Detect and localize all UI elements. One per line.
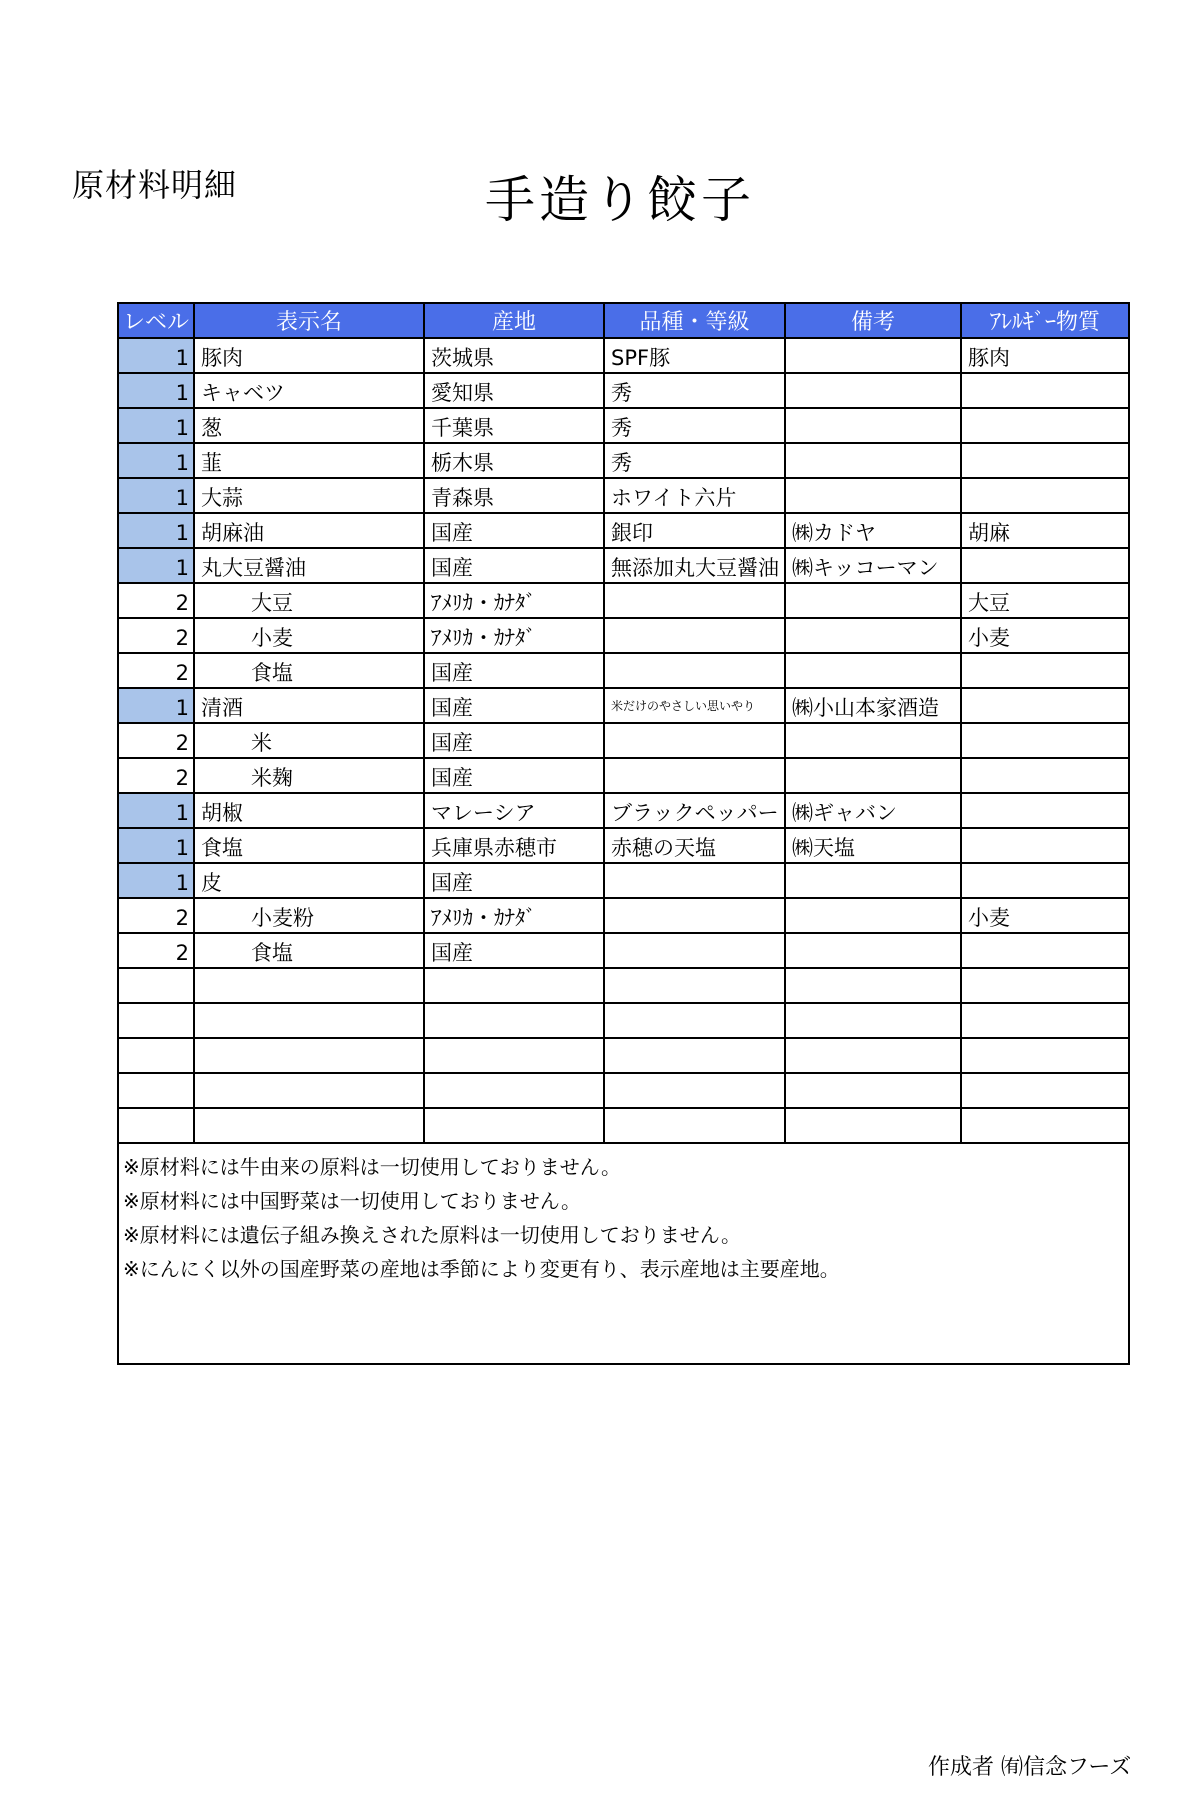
origin-cell: 青森県 — [424, 478, 604, 513]
grade-cell — [604, 653, 785, 688]
empty-cell — [118, 1108, 194, 1143]
grade-cell: 米だけのやさしい思いやり — [604, 688, 785, 723]
level-cell: 1 — [118, 478, 194, 513]
empty-cell — [961, 968, 1129, 1003]
remarks-cell — [785, 408, 961, 443]
remarks-cell — [785, 478, 961, 513]
empty-row — [118, 1108, 1129, 1143]
grade-cell: 赤穂の天塩 — [604, 828, 785, 863]
allergen-cell — [961, 688, 1129, 723]
remarks-cell: ㈱天塩 — [785, 828, 961, 863]
remarks-cell: ㈱小山本家酒造 — [785, 688, 961, 723]
allergen-cell: 豚肉 — [961, 338, 1129, 373]
grade-cell — [604, 723, 785, 758]
level-cell: 1 — [118, 828, 194, 863]
table-row — [118, 478, 1129, 513]
table-row — [118, 338, 1129, 373]
table-header-row — [118, 303, 1129, 338]
allergen-cell — [961, 373, 1129, 408]
allergen-cell: 胡麻 — [961, 513, 1129, 548]
grade-cell: 秀 — [604, 443, 785, 478]
name-cell: 豚肉 — [194, 338, 424, 373]
name-cell: 大豆 — [194, 583, 424, 618]
remarks-cell — [785, 338, 961, 373]
allergen-cell: 大豆 — [961, 583, 1129, 618]
empty-cell — [785, 968, 961, 1003]
grade-cell: 秀 — [604, 373, 785, 408]
level-cell: 1 — [118, 688, 194, 723]
table-row — [118, 933, 1129, 968]
origin-cell: 栃木県 — [424, 443, 604, 478]
empty-cell — [424, 1073, 604, 1108]
level-cell: 2 — [118, 758, 194, 793]
table-row — [118, 618, 1129, 653]
empty-cell — [961, 1108, 1129, 1143]
allergen-cell: 小麦 — [961, 898, 1129, 933]
author-credit: 作成者 ㈲信念フーズ — [928, 1755, 1132, 1780]
empty-cell — [961, 1073, 1129, 1108]
table-row — [118, 758, 1129, 793]
empty-cell — [118, 1073, 194, 1108]
remarks-cell: ㈱ギャバン — [785, 793, 961, 828]
notes-cell — [118, 1143, 1129, 1364]
note-line: ※原材料には牛由来の原料は一切使用しておりません。 — [123, 1155, 621, 1179]
origin-cell: 千葉県 — [424, 408, 604, 443]
origin-cell: 国産 — [424, 688, 604, 723]
origin-cell: ｱﾒﾘｶ・ｶﾅﾀﾞ — [424, 583, 604, 618]
column-header-remarks: 備考 — [785, 303, 961, 338]
origin-cell: 愛知県 — [424, 373, 604, 408]
empty-cell — [785, 1108, 961, 1143]
name-cell: 清酒 — [194, 688, 424, 723]
origin-cell: 国産 — [424, 758, 604, 793]
grade-cell: ホワイト六片 — [604, 478, 785, 513]
empty-cell — [604, 1038, 785, 1073]
origin-cell: 茨城県 — [424, 338, 604, 373]
empty-cell — [118, 1003, 194, 1038]
grade-cell — [604, 583, 785, 618]
empty-cell — [604, 1003, 785, 1038]
name-cell: 小麦 — [194, 618, 424, 653]
remarks-cell — [785, 618, 961, 653]
allergen-cell — [961, 443, 1129, 478]
empty-cell — [604, 1108, 785, 1143]
table-row — [118, 688, 1129, 723]
name-cell: 大蒜 — [194, 478, 424, 513]
remarks-cell — [785, 373, 961, 408]
table-row — [118, 443, 1129, 478]
table-row — [118, 898, 1129, 933]
name-cell: 葱 — [194, 408, 424, 443]
grade-cell: SPF豚 — [604, 338, 785, 373]
remarks-cell — [785, 758, 961, 793]
level-cell: 1 — [118, 338, 194, 373]
empty-row — [118, 1038, 1129, 1073]
grade-cell: ブラックペッパー — [604, 793, 785, 828]
document-label: 原材料明細 — [72, 166, 238, 204]
name-cell: 皮 — [194, 863, 424, 898]
grade-cell — [604, 863, 785, 898]
allergen-cell — [961, 828, 1129, 863]
empty-cell — [961, 1038, 1129, 1073]
empty-cell — [424, 1003, 604, 1038]
level-cell: 1 — [118, 793, 194, 828]
name-cell: 食塩 — [194, 828, 424, 863]
column-header-grade: 品種・等級 — [604, 303, 785, 338]
note-line: ※原材料には中国野菜は一切使用しておりません。 — [123, 1189, 581, 1213]
empty-cell — [424, 1038, 604, 1073]
origin-cell: 国産 — [424, 548, 604, 583]
level-cell: 2 — [118, 723, 194, 758]
empty-cell — [424, 968, 604, 1003]
allergen-cell — [961, 863, 1129, 898]
note-line: ※原材料には遺伝子組み換えされた原料は一切使用しておりません。 — [123, 1223, 741, 1247]
origin-cell: ｱﾒﾘｶ・ｶﾅﾀﾞ — [424, 898, 604, 933]
grade-cell — [604, 758, 785, 793]
name-cell: 小麦粉 — [194, 898, 424, 933]
empty-cell — [194, 1073, 424, 1108]
column-header-allergen: ｱﾚﾙｷﾞｰ物質 — [961, 303, 1129, 338]
table-row — [118, 373, 1129, 408]
remarks-cell: ㈱キッコーマン — [785, 548, 961, 583]
origin-cell: 国産 — [424, 863, 604, 898]
allergen-cell — [961, 653, 1129, 688]
empty-row — [118, 1003, 1129, 1038]
origin-cell: 国産 — [424, 653, 604, 688]
origin-cell: 国産 — [424, 933, 604, 968]
table-body — [118, 338, 1129, 1143]
remarks-cell: ㈱カドヤ — [785, 513, 961, 548]
level-cell: 2 — [118, 933, 194, 968]
origin-cell: 兵庫県赤穂市 — [424, 828, 604, 863]
name-cell: 胡麻油 — [194, 513, 424, 548]
empty-cell — [604, 1073, 785, 1108]
remarks-cell — [785, 443, 961, 478]
empty-cell — [118, 1038, 194, 1073]
name-cell: 米 — [194, 723, 424, 758]
level-cell: 2 — [118, 898, 194, 933]
table-row — [118, 653, 1129, 688]
document-title: 手造り餃子 — [485, 171, 755, 229]
allergen-cell — [961, 548, 1129, 583]
empty-cell — [785, 1073, 961, 1108]
name-cell: 食塩 — [194, 653, 424, 688]
allergen-cell — [961, 723, 1129, 758]
empty-cell — [194, 968, 424, 1003]
grade-cell — [604, 933, 785, 968]
empty-cell — [194, 1003, 424, 1038]
grade-cell: 無添加丸大豆醤油 — [604, 548, 785, 583]
allergen-cell — [961, 793, 1129, 828]
remarks-cell — [785, 723, 961, 758]
origin-cell: ｱﾒﾘｶ・ｶﾅﾀﾞ — [424, 618, 604, 653]
empty-cell — [118, 968, 194, 1003]
empty-cell — [424, 1108, 604, 1143]
name-cell: 米麹 — [194, 758, 424, 793]
allergen-cell — [961, 478, 1129, 513]
level-cell: 1 — [118, 513, 194, 548]
level-cell: 2 — [118, 618, 194, 653]
empty-cell — [785, 1038, 961, 1073]
grade-cell: 秀 — [604, 408, 785, 443]
remarks-cell — [785, 863, 961, 898]
level-cell: 1 — [118, 548, 194, 583]
name-cell: 韮 — [194, 443, 424, 478]
column-header-origin: 産地 — [424, 303, 604, 338]
table-row — [118, 513, 1129, 548]
empty-cell — [194, 1108, 424, 1143]
level-cell: 1 — [118, 373, 194, 408]
grade-cell: 銀印 — [604, 513, 785, 548]
remarks-cell — [785, 653, 961, 688]
allergen-cell — [961, 758, 1129, 793]
table-row — [118, 548, 1129, 583]
level-cell: 2 — [118, 583, 194, 618]
empty-cell — [961, 1003, 1129, 1038]
empty-row — [118, 1073, 1129, 1108]
table-row — [118, 863, 1129, 898]
grade-cell — [604, 618, 785, 653]
table-row — [118, 583, 1129, 618]
table-row — [118, 793, 1129, 828]
level-cell: 1 — [118, 863, 194, 898]
table-row — [118, 408, 1129, 443]
grade-cell — [604, 898, 785, 933]
name-cell: 丸大豆醤油 — [194, 548, 424, 583]
empty-cell — [785, 1003, 961, 1038]
origin-cell: 国産 — [424, 723, 604, 758]
remarks-cell — [785, 583, 961, 618]
name-cell: キャベツ — [194, 373, 424, 408]
origin-cell: マレーシア — [424, 793, 604, 828]
column-header-name: 表示名 — [194, 303, 424, 338]
ingredients-table — [117, 302, 1130, 1365]
name-cell: 胡椒 — [194, 793, 424, 828]
remarks-cell — [785, 933, 961, 968]
column-header-level: レベル — [118, 303, 194, 338]
level-cell: 2 — [118, 653, 194, 688]
empty-row — [118, 968, 1129, 1003]
table-row — [118, 828, 1129, 863]
remarks-cell — [785, 898, 961, 933]
empty-cell — [604, 968, 785, 1003]
notes-row — [118, 1143, 1129, 1364]
origin-cell: 国産 — [424, 513, 604, 548]
level-cell: 1 — [118, 408, 194, 443]
allergen-cell — [961, 408, 1129, 443]
name-cell: 食塩 — [194, 933, 424, 968]
empty-cell — [194, 1038, 424, 1073]
table-row — [118, 723, 1129, 758]
allergen-cell — [961, 933, 1129, 968]
note-line: ※にんにく以外の国産野菜の産地は季節により変更有り、表示産地は主要産地。 — [123, 1257, 840, 1281]
level-cell: 1 — [118, 443, 194, 478]
allergen-cell: 小麦 — [961, 618, 1129, 653]
